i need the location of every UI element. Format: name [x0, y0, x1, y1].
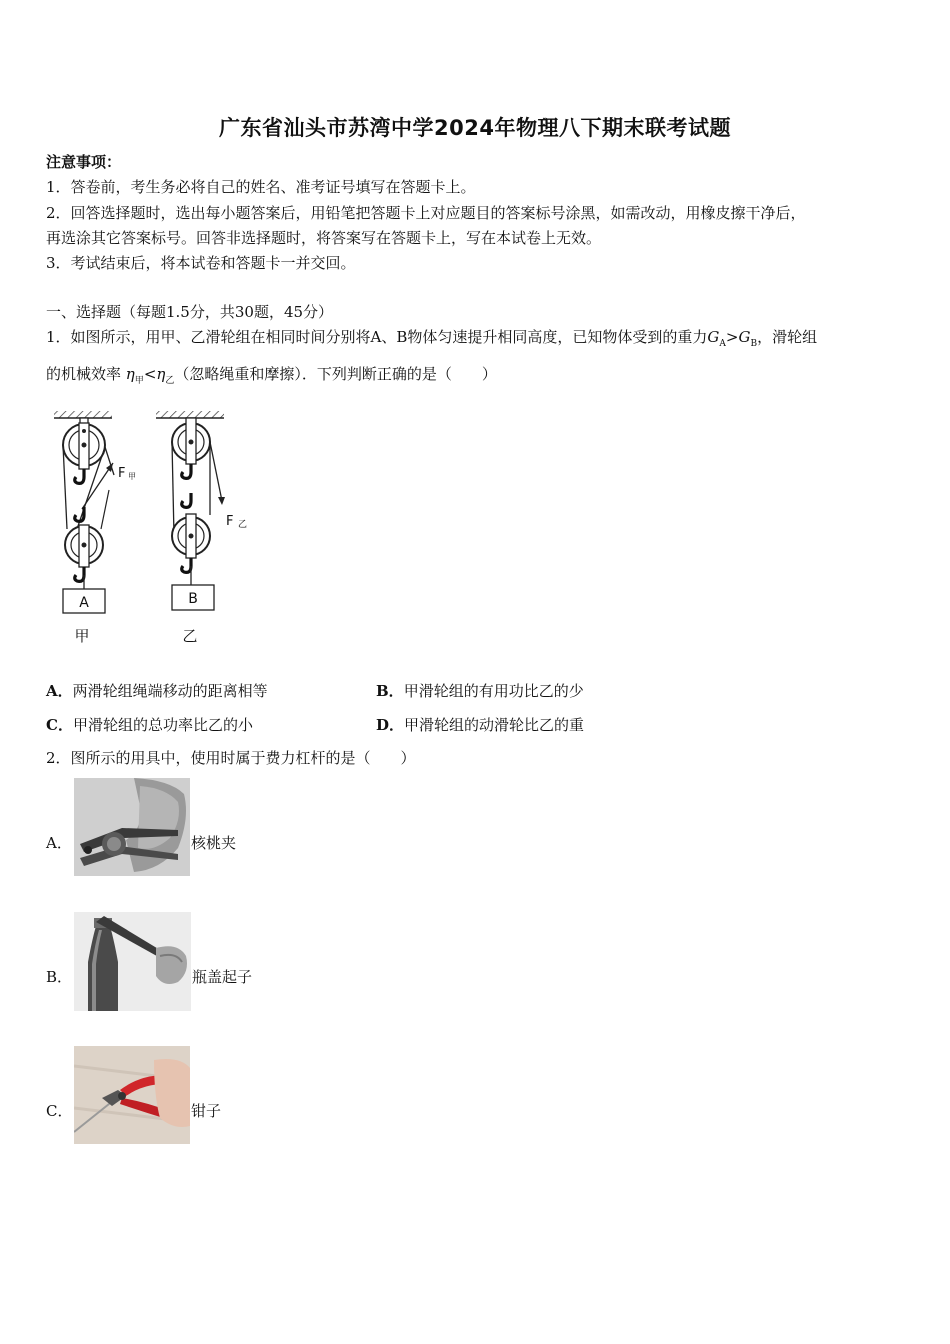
moving-pulley-jia [65, 525, 103, 567]
q2-option-c-letter[interactable]: C． [46, 1102, 73, 1120]
label-yi: 乙 [182, 627, 198, 645]
q1-option-a[interactable] [46, 680, 268, 701]
q1-ga-sub: A [719, 339, 726, 349]
q1-gb-sub: B [750, 339, 758, 349]
force-yi-sub: 乙 [238, 520, 248, 530]
label-jia: 甲 [74, 627, 90, 645]
q1-eta-jia: η [125, 365, 135, 383]
q1-option-b-text: 甲滑轮组的有用功比乙的少 [403, 682, 584, 700]
nutcracker-photo [74, 778, 190, 876]
moving-pulley-yi [172, 514, 210, 558]
notice-item-3: 3．考试结束后，将本试卷和答题卡一并交回。 [46, 254, 356, 272]
q1-eta-yi: η [156, 365, 166, 383]
bottle-opener-photo [74, 912, 191, 1011]
box-a-label: A [79, 595, 89, 611]
q1-option-b[interactable] [376, 680, 584, 701]
ceiling-jia [54, 411, 112, 418]
q1-stem-text-b: ，滑轮组 [757, 328, 818, 346]
notice-item-2-cont: 再选涂其它答案标号。回答非选择题时，将答案写在答题卡上，写在本试卷上无效。 [46, 229, 602, 247]
page-title: 广东省汕头市苏湾中学2024年物理八下期末联考试题 [219, 116, 731, 140]
notice-item-2: 2．回答选择题时，选出每小题答案后，用铅笔把答题卡上对应题目的答案标号涂黑，如需改动，用橡皮擦干净后， [46, 204, 806, 222]
q1-stem-text-d: （忽略绳重和摩擦）．下列判断正确的是（ ） [174, 365, 497, 383]
q2-stem: 2．图所示的用具中，使用时属于费力杠杆的是（ ） [46, 749, 416, 767]
q1-gt: > [725, 328, 739, 346]
force-yi-label: F [226, 514, 234, 529]
q1-option-c[interactable] [46, 714, 253, 735]
q2-option-a-text[interactable]: 核桃夹 [191, 834, 237, 852]
q2-option-b-letter[interactable]: B． [46, 968, 73, 986]
q1-eta-yi-sub: 乙 [165, 376, 175, 386]
ceiling-yi [156, 411, 224, 418]
q1-option-d-text: 甲滑轮组的动滑轮比乙的重 [404, 716, 585, 734]
q1-stem-text-a: 1．如图所示，用甲、乙滑轮组在相同时间分别将A、B物体匀速提升相同高度，已知物体受到的重力 [46, 328, 708, 346]
force-jia-sub: 甲 [128, 472, 136, 481]
q1-option-d[interactable] [376, 714, 584, 735]
notice-heading: 注意事项： [46, 153, 122, 171]
q2-option-b-text[interactable]: 瓶盖起子 [192, 968, 253, 986]
notice-item-1: 1．答卷前，考生务必将自己的姓名、准考证号填写在答题卡上。 [46, 178, 476, 196]
q2-option-c-text[interactable]: 钳子 [191, 1102, 222, 1120]
q1-option-b-letter: B． [376, 682, 404, 700]
q1-lt: < [143, 365, 157, 383]
pliers-photo [74, 1046, 190, 1144]
pulley-figure [46, 405, 276, 650]
q1-stem-text-c: 的机械效率 [46, 365, 122, 383]
box-b-label: B [188, 591, 198, 607]
q1-ga: G [707, 328, 720, 346]
q1-option-d-letter: D． [376, 716, 405, 734]
q1-option-c-letter: C． [46, 716, 73, 734]
q1-stem-line1 [46, 327, 817, 354]
q1-option-a-text: 两滑轮组绳端移动的距离相等 [72, 682, 268, 700]
q2-option-a-letter[interactable]: A． [46, 834, 72, 852]
section-heading: 一、选择题（每题1.5分，共30题，45分） [46, 303, 334, 321]
fixed-pulley-jia [63, 423, 105, 469]
q1-stem-line2 [46, 364, 497, 391]
force-jia-label: F [118, 466, 126, 481]
q1-gb: G [738, 328, 751, 346]
q1-option-c-text: 甲滑轮组的总功率比乙的小 [72, 716, 253, 734]
q1-eta-jia-sub: 甲 [134, 376, 144, 386]
fixed-pulley-yi [172, 418, 210, 464]
q1-option-a-letter: A． [46, 682, 73, 700]
